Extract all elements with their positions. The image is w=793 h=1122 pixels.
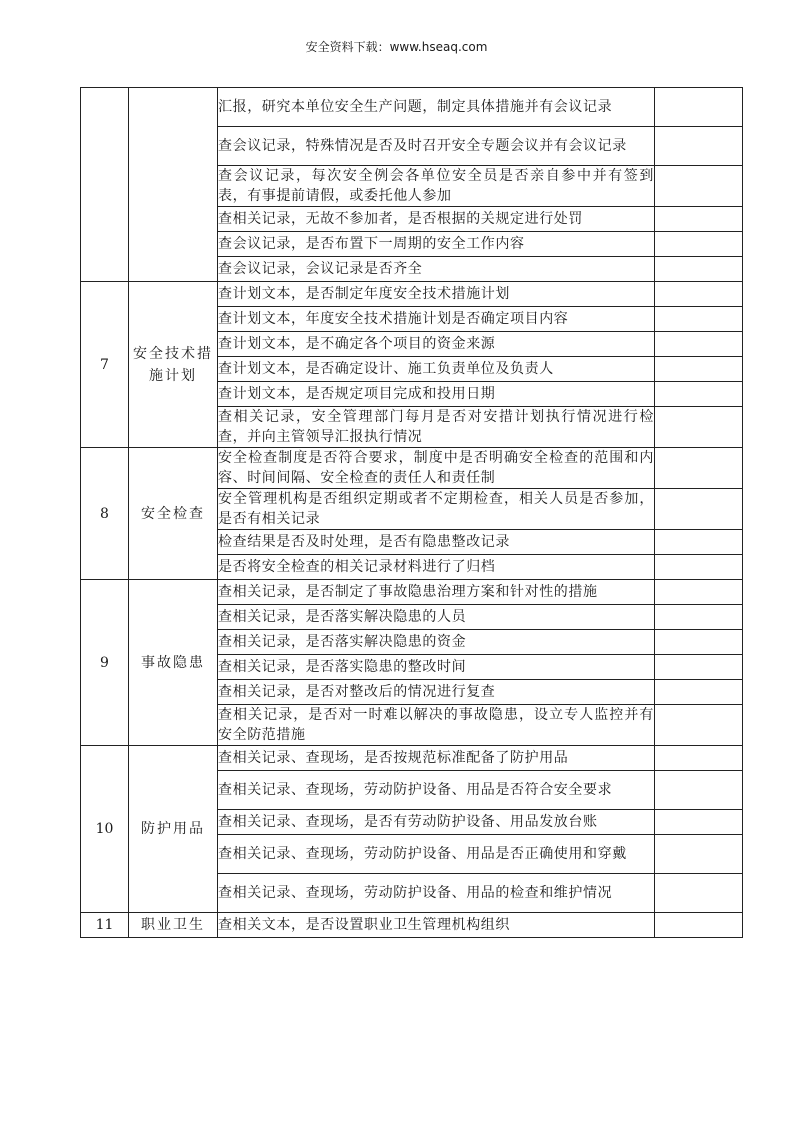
section-number-cell: 11 bbox=[81, 913, 129, 938]
section-item-cell: 安全检查 bbox=[129, 448, 218, 580]
check-content-cell: 查计划文本，是否规定项目完成和投用日期 bbox=[218, 382, 655, 407]
inspection-checklist-table bbox=[80, 87, 743, 938]
remark-cell bbox=[655, 232, 743, 257]
remark-cell bbox=[655, 127, 743, 166]
remark-cell bbox=[655, 810, 743, 835]
remark-cell bbox=[655, 207, 743, 232]
check-content-cell: 查相关记录，是否制定了事故隐患治理方案和针对性的措施 bbox=[218, 580, 655, 605]
check-content-cell: 查计划文本，是否制定年度安全技术措施计划 bbox=[218, 282, 655, 307]
check-content-cell: 是否将安全检查的相关记录材料进行了归档 bbox=[218, 555, 655, 580]
section-number-cell: 8 bbox=[81, 448, 129, 580]
remark-cell bbox=[655, 307, 743, 332]
check-content-cell: 安全管理机构是否组织定期或者不定期检查，相关人员是否参加，是否有相关记录 bbox=[218, 489, 655, 530]
table-row bbox=[81, 88, 743, 127]
remark-cell bbox=[655, 555, 743, 580]
section-number-cell: 9 bbox=[81, 580, 129, 746]
check-content-cell: 查相关记录，是否对整改后的情况进行复查 bbox=[218, 680, 655, 705]
remark-cell bbox=[655, 630, 743, 655]
remark-cell bbox=[655, 88, 743, 127]
check-content-cell: 查会议记录，每次安全例会各单位安全员是否亲自参中并有签到表，有事提前请假，或委托他人参加 bbox=[218, 166, 655, 207]
remark-cell bbox=[655, 874, 743, 913]
check-content-cell: 查计划文本，年度安全技术措施计划是否确定项目内容 bbox=[218, 307, 655, 332]
section-item-cell: 职业卫生 bbox=[129, 913, 218, 938]
remark-cell bbox=[655, 913, 743, 938]
section-number-cell: 10 bbox=[81, 746, 129, 913]
remark-cell bbox=[655, 407, 743, 448]
table-row bbox=[81, 448, 743, 489]
section-item-cell: 防护用品 bbox=[129, 746, 218, 913]
check-content-cell: 检查结果是否及时处理，是否有隐患整改记录 bbox=[218, 530, 655, 555]
check-content-cell: 汇报，研究本单位安全生产问题，制定具体措施并有会议记录 bbox=[218, 88, 655, 127]
remark-cell bbox=[655, 530, 743, 555]
check-content-cell: 查相关记录、查现场，劳动防护设备、用品的检查和维护情况 bbox=[218, 874, 655, 913]
remark-cell bbox=[655, 680, 743, 705]
remark-cell bbox=[655, 580, 743, 605]
remark-cell bbox=[655, 166, 743, 207]
remark-cell bbox=[655, 382, 743, 407]
check-content-cell: 查相关记录，是否落实解决隐患的人员 bbox=[218, 605, 655, 630]
check-content-cell: 查相关记录、查现场，是否有劳动防护设备、用品发放台账 bbox=[218, 810, 655, 835]
check-content-cell: 查会议记录，是否布置下一周期的安全工作内容 bbox=[218, 232, 655, 257]
check-content-cell: 查计划文本，是否确定设计、施工负责单位及负责人 bbox=[218, 357, 655, 382]
check-content-cell: 查相关记录、查现场，劳动防护设备、用品是否正确使用和穿戴 bbox=[218, 835, 655, 874]
page-header: 安全资料下载：www.hseaq.com bbox=[305, 40, 488, 54]
check-content-cell: 查相关文本，是否设置职业卫生管理机构组织 bbox=[218, 913, 655, 938]
section-item-cell: 事故隐患 bbox=[129, 580, 218, 746]
check-content-cell: 查相关记录，是否对一时难以解决的事故隐患，设立专人监控并有安全防范措施 bbox=[218, 705, 655, 746]
check-content-cell: 查会议记录，会议记录是否齐全 bbox=[218, 257, 655, 282]
table-row bbox=[81, 580, 743, 605]
remark-cell bbox=[655, 332, 743, 357]
check-content-cell: 查相关记录、查现场，劳动防护设备、用品是否符合安全要求 bbox=[218, 771, 655, 810]
remark-cell bbox=[655, 357, 743, 382]
section-number-cell: 7 bbox=[81, 282, 129, 448]
remark-cell bbox=[655, 257, 743, 282]
check-content-cell: 查相关记录，安全管理部门每月是否对安措计划执行情况进行检查，并向主管领导汇报执行情况 bbox=[218, 407, 655, 448]
remark-cell bbox=[655, 489, 743, 530]
check-content-cell: 查相关记录、查现场，是否按规范标准配备了防护用品 bbox=[218, 746, 655, 771]
remark-cell bbox=[655, 835, 743, 874]
check-content-cell: 查计划文本，是不确定各个项目的资金来源 bbox=[218, 332, 655, 357]
check-content-cell: 查相关记录，无故不参加者，是否根据的关规定进行处罚 bbox=[218, 207, 655, 232]
check-content-cell: 查相关记录，是否落实解决隐患的资金 bbox=[218, 630, 655, 655]
table-row bbox=[81, 746, 743, 771]
table-row bbox=[81, 282, 743, 307]
remark-cell bbox=[655, 448, 743, 489]
remark-cell bbox=[655, 655, 743, 680]
section-item-cell: 安全技术措施计划 bbox=[129, 282, 218, 448]
check-content-cell: 安全检查制度是否符合要求，制度中是否明确安全检查的范围和内容、时间间隔、安全检查的责任人和责任制 bbox=[218, 448, 655, 489]
checklist-body bbox=[81, 88, 743, 938]
check-content-cell: 查会议记录，特殊情况是否及时召开安全专题会议并有会议记录 bbox=[218, 127, 655, 166]
remark-cell bbox=[655, 605, 743, 630]
remark-cell bbox=[655, 771, 743, 810]
remark-cell bbox=[655, 746, 743, 771]
remark-cell bbox=[655, 282, 743, 307]
check-content-cell: 查相关记录，是否落实隐患的整改时间 bbox=[218, 655, 655, 680]
section-item-cell bbox=[129, 88, 218, 282]
table-row bbox=[81, 913, 743, 938]
section-number-cell bbox=[81, 88, 129, 282]
remark-cell bbox=[655, 705, 743, 746]
